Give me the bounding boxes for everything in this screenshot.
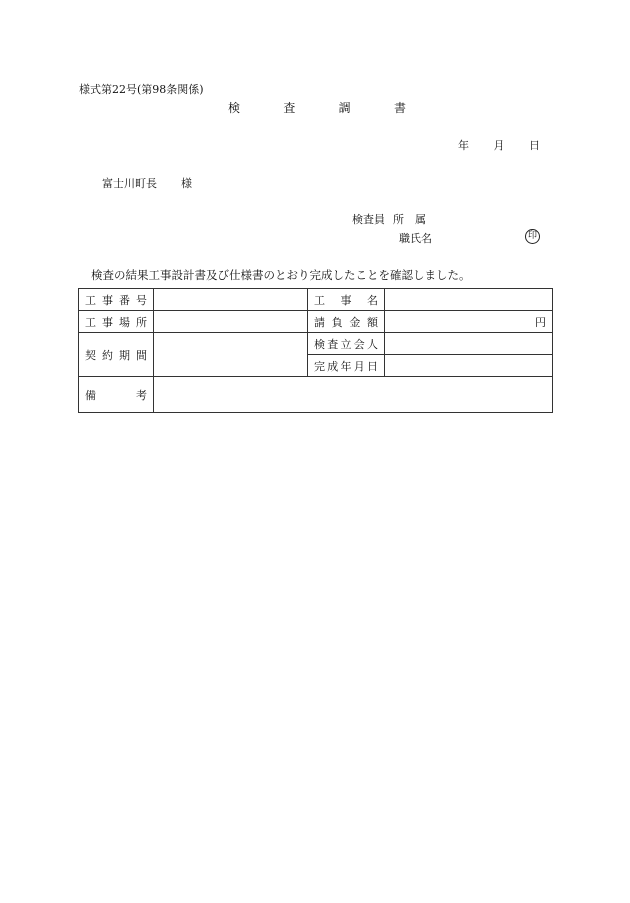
table-row <box>79 311 553 333</box>
work-location-field[interactable] <box>154 311 308 333</box>
title-char-1: 検 <box>228 101 241 115</box>
date-month-label: 月 <box>493 139 505 152</box>
inspector-name-label: 職氏名 <box>399 232 432 245</box>
completion-date-field[interactable] <box>385 355 553 377</box>
inspector-affiliation-line <box>352 211 426 227</box>
work-name-label: 工事名 <box>308 289 385 311</box>
title-char-3: 調 <box>338 101 351 115</box>
witness-label: 検査立会人 <box>308 333 385 355</box>
confirmation-statement: 検査の結果工事設計書及び仕様書のとおり完成したことを確認しました。 <box>91 268 471 282</box>
remarks-field[interactable] <box>154 377 553 413</box>
contract-amount-label: 請負金額 <box>308 311 385 333</box>
table-row <box>79 377 553 413</box>
witness-field[interactable] <box>385 333 553 355</box>
yen-unit: 円 <box>535 315 546 329</box>
date-line <box>458 137 540 153</box>
inspection-table <box>78 288 553 413</box>
addressee-name: 富士川町長 <box>102 177 157 190</box>
title-char-4: 書 <box>393 101 406 115</box>
contract-amount-field[interactable] <box>385 311 553 333</box>
work-number-field[interactable] <box>154 289 308 311</box>
document-title <box>228 99 406 116</box>
remarks-label: 備考 <box>79 377 154 413</box>
date-day-label: 日 <box>529 139 540 152</box>
contract-period-field[interactable] <box>154 333 308 377</box>
work-location-label: 工事場所 <box>79 311 154 333</box>
honorific: 様 <box>181 177 192 190</box>
work-number-label: 工事番号 <box>79 289 154 311</box>
seal-mark: 印 <box>525 229 540 244</box>
date-year-label: 年 <box>458 139 469 152</box>
title-char-2: 査 <box>283 101 296 115</box>
table-row <box>79 289 553 311</box>
inspector-label: 検査員 <box>352 213 385 226</box>
addressee-line <box>102 175 192 191</box>
contract-period-label: 契約期間 <box>79 333 154 377</box>
completion-date-label: 完成年月日 <box>308 355 385 377</box>
affiliation-label: 所 属 <box>393 213 426 226</box>
table-row <box>79 333 553 355</box>
work-name-field[interactable] <box>385 289 553 311</box>
form-number: 様式第22号(第98条関係) <box>79 83 204 96</box>
